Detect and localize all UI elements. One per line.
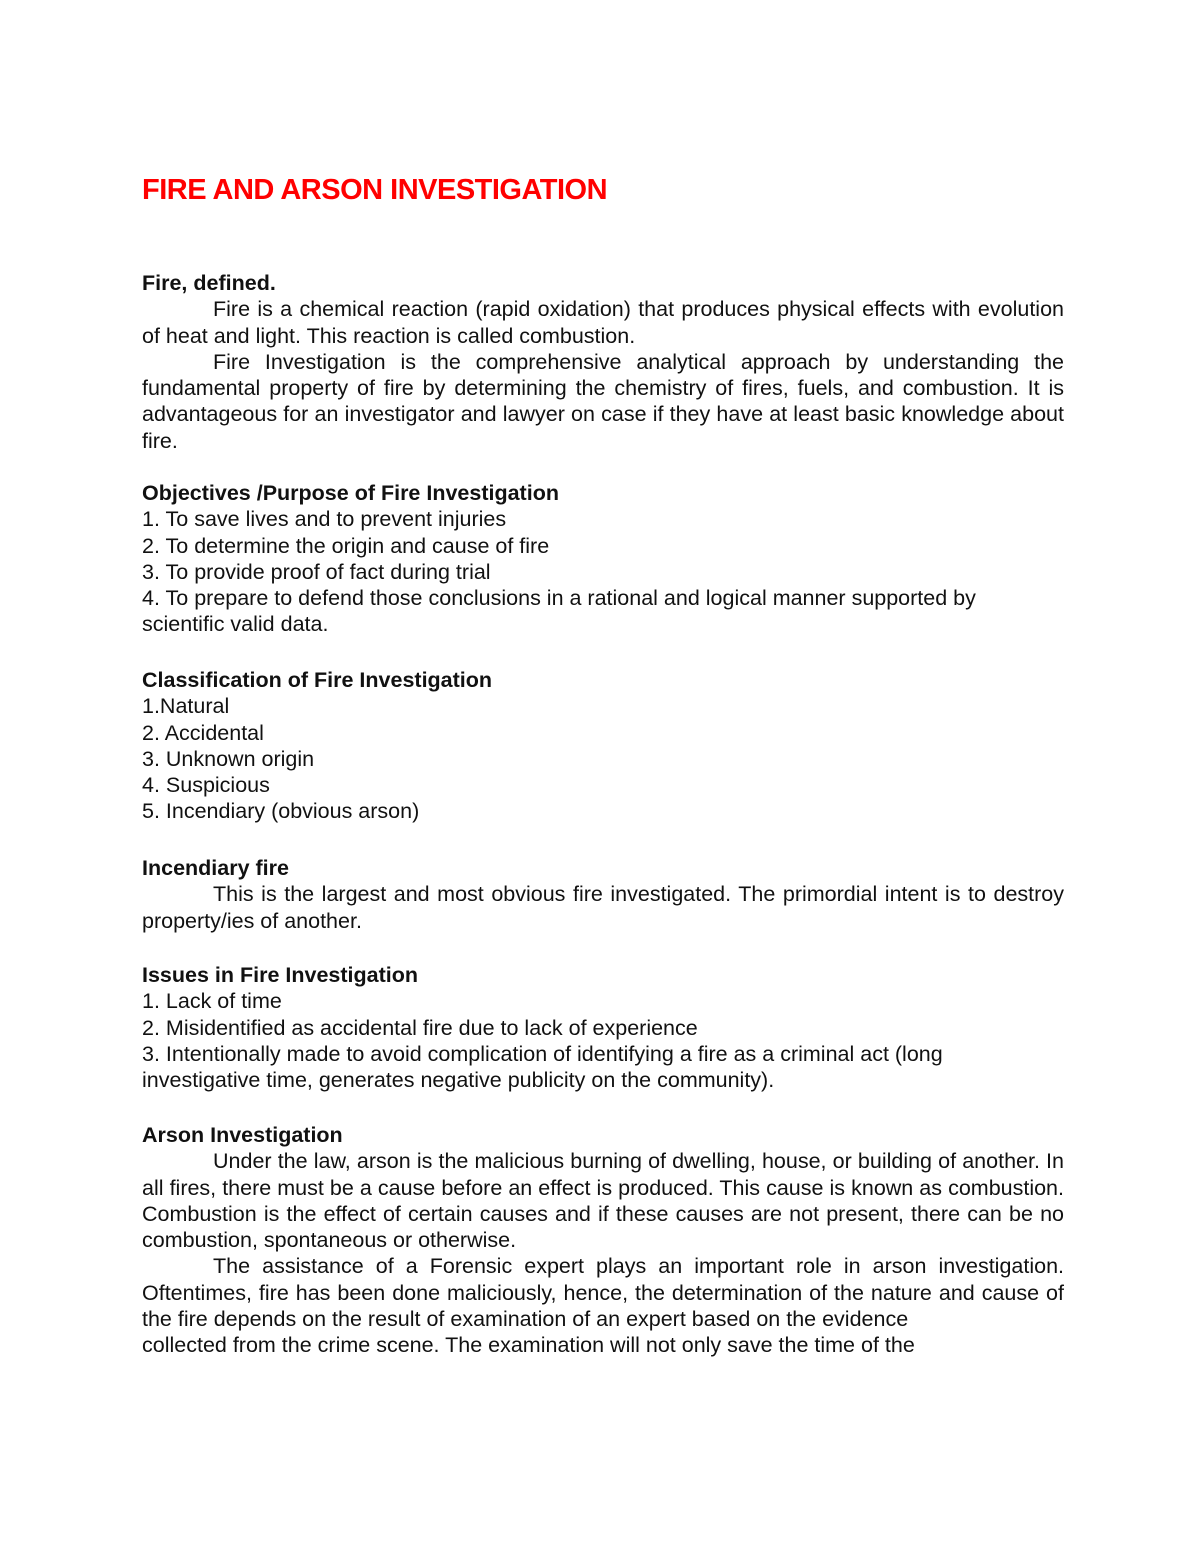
section-heading: Objectives /Purpose of Fire Investigation xyxy=(142,481,559,505)
list-item: 4. To prepare to defend those conclusions in a rational and logical manner supported by scientific valid data. xyxy=(142,586,976,637)
list-item: 1. Lack of time xyxy=(142,989,282,1014)
section-arson-investigation xyxy=(142,1122,1064,1359)
section-issues xyxy=(142,962,1064,1093)
section-incendiary-fire xyxy=(142,855,1064,934)
list-item: 5. Incendiary (obvious arson) xyxy=(142,799,420,824)
section-heading: Fire, defined. xyxy=(142,271,276,295)
list-item: 1. To save lives and to prevent injuries xyxy=(142,507,507,532)
list-item: 2. To determine the origin and cause of fire xyxy=(142,533,550,558)
section-heading: Classification of Fire Investigation xyxy=(142,668,493,692)
section-heading: Issues in Fire Investigation xyxy=(142,963,418,987)
list-item: 2. Accidental xyxy=(142,720,264,745)
paragraph: Under the law, arson is the malicious burning of dwelling, house, or building of another. In all fires, there must be a cause before an effect is produced. This cause is known as combustion. Combustion is the effect of certain causes and if these causes are not present, there can be no combustion, spontaneous or otherwise. xyxy=(142,1149,1064,1253)
objectives-list xyxy=(142,506,1064,637)
list-item: 1.Natural xyxy=(142,694,230,719)
paragraph: The assistance of a Forensic expert plays an important role in arson investigation. Oftentimes, fire has been done maliciously, hence, the determination of the nature and cause of the fire depends on the result of examination of an expert based on the evidence xyxy=(142,1254,1064,1332)
issues-list xyxy=(142,988,1064,1093)
list-item: 3. Unknown origin xyxy=(142,746,315,771)
document-title: FIRE AND ARSON INVESTIGATION xyxy=(142,174,608,206)
section-heading: Incendiary fire xyxy=(142,856,289,880)
paragraph: Fire is a chemical reaction (rapid oxidation) that produces physical effects with evolution of heat and light. This reaction is called combustion. xyxy=(142,297,1064,348)
classification-list xyxy=(142,693,1064,824)
list-item: 2. Misidentified as accidental fire due to lack of experience xyxy=(142,1015,698,1040)
paragraph: collected from the crime scene. The examination will not only save the time of the xyxy=(142,1333,915,1358)
section-objectives xyxy=(142,480,1064,638)
list-item: 4. Suspicious xyxy=(142,773,270,798)
section-classification xyxy=(142,667,1064,825)
section-fire-defined xyxy=(142,270,1064,454)
paragraph: This is the largest and most obvious fire investigated. The primordial intent is to destroy property/ies of another. xyxy=(142,882,1064,933)
paragraph: Fire Investigation is the comprehensive analytical approach by understanding the fundamental property of fire by determining the chemistry of fires, fuels, and combustion. It is advantageous for an investigator and lawyer on case if they have at least basic knowledge about fire. xyxy=(142,349,1064,453)
list-item: 3. Intentionally made to avoid complication of identifying a fire as a criminal act (long investigative time, generates negative publicity on the community). xyxy=(142,1041,943,1093)
section-heading: Arson Investigation xyxy=(142,1123,343,1147)
list-item: 3. To provide proof of fact during trial xyxy=(142,559,491,584)
